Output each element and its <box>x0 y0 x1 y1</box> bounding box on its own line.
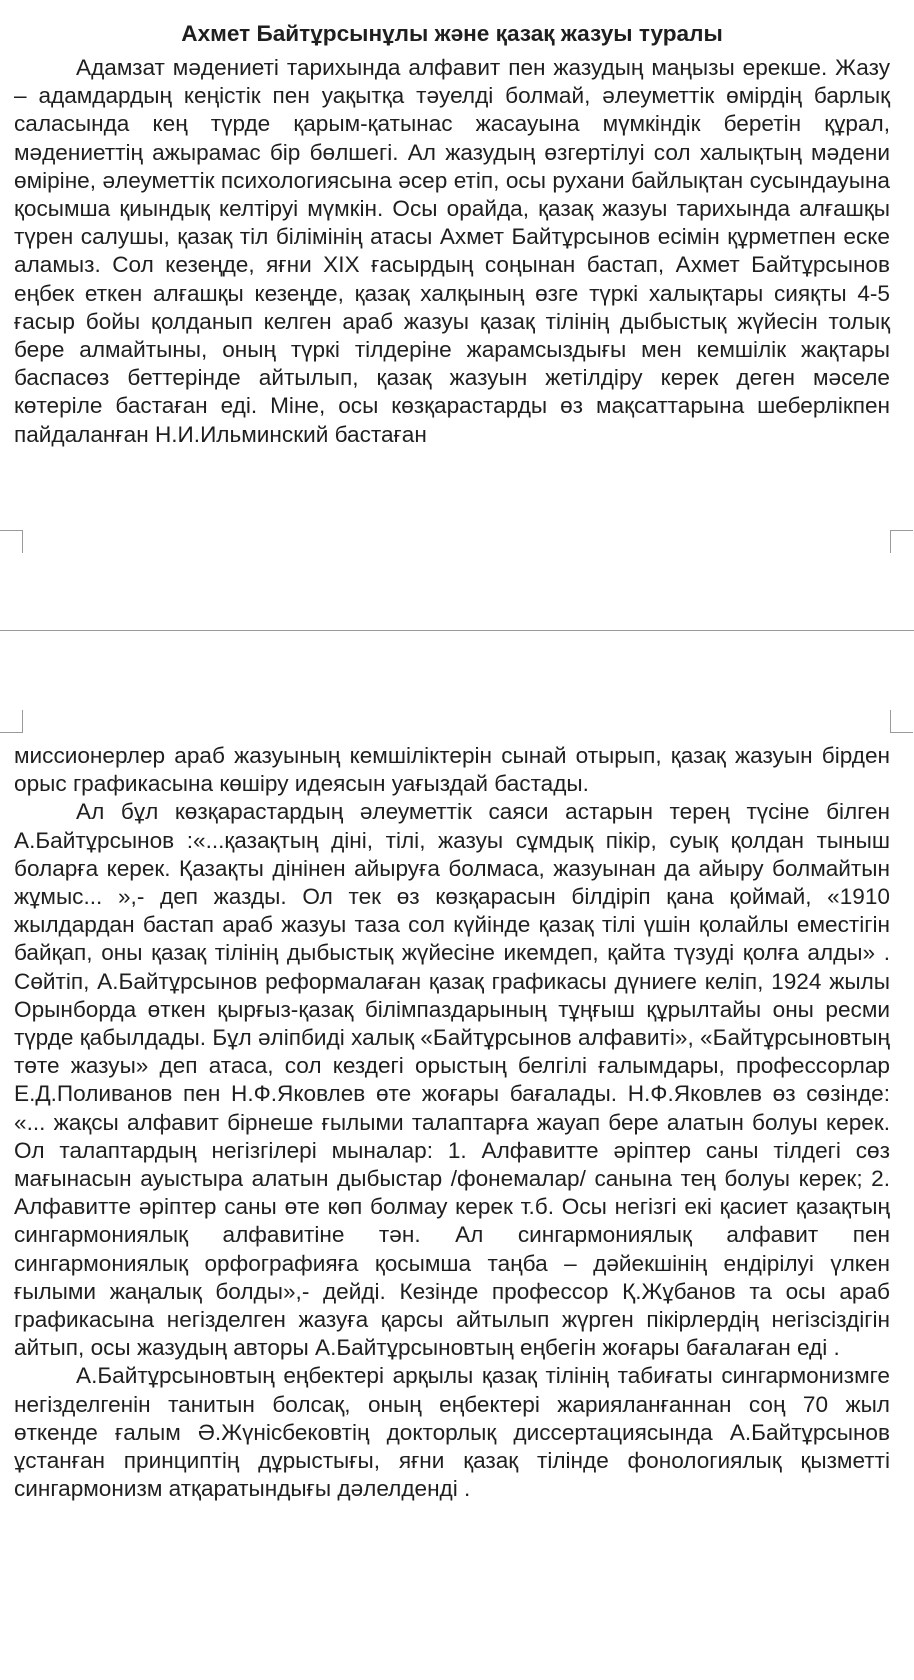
document-page-1 <box>0 0 914 628</box>
page-break-line <box>0 630 914 631</box>
document-title: Ахмет Байтұрсынұлы және қазақ жазуы туралы <box>181 21 723 46</box>
page-corner-marker <box>0 710 23 733</box>
page-1-text <box>14 54 890 449</box>
page-gap <box>0 628 914 694</box>
paragraph: миссионерлер араб жазуының кемшіліктерін сынай отырып, қазақ жазуын бірден орыс графикасына көшіру идеясын уағыздай бастады. <box>14 743 890 797</box>
page-corner-marker <box>890 710 913 733</box>
page-corner-marker <box>890 530 913 553</box>
paragraph: Адамзат мәдениеті тарихында алфавит пен жазудың маңызы ерекше. Жазу – адамдардың кеңістік пен уақытқа тәуелді болмай, әлеуметтік өмірдің барлық саласында кең түрде қарым-қатынас жасауына мүмкіндік беретін құрал, мәдениеттің ажырамас бір бөлшегі. Ал жазудың өзгертілуі сол халықтың мәдени өміріне, әлеуметтік психологиясына әсер етіп, осы рухани байлықтан сусындауына қосымша қиындық келтіруі мүмкін. Осы орайда, қазақ жазуы тарихында алғашқы түрен салушы, қазақ тіл білімінің атасы Ахмет Байтұрсынов есімін құрметпен еске аламыз. Сол кезеңде, яғни ХІХ ғасырдың соңынан бастап, Ахмет Байтұрсынов еңбек еткен алғашқы кезеңде, қазақ халқының өзге түркі халықтары сияқты 4-5 ғасыр бойы қолданып келген араб жазуы қазақ тілінің дыбыстық жүйесін толық бере алмайтыны, оның түркі тілдеріне жарамсыздығы мен кемшілік жақтары баспасөз беттерінде айтылып, қазақ жазуын жетілдіру керек деген мәселе көтеріле бастаған еді. Міне, осы көзқарастарды өз мақсаттарына шеберлікпен пайдаланған Н.И.Ильминский бастаған <box>14 55 890 447</box>
page-corner-marker <box>0 530 23 553</box>
page-2-text <box>14 742 890 1503</box>
paragraph: А.Байтұрсыновтың еңбектері арқылы қазақ тілінің табиғаты сингармонизмге негізделгенін танитын болсақ, оның еңбектері жарияланғаннан соң 70 жыл өткенде ғалым Ә.Жүнісбековтің докторлық диссертациясында А.Байтұрсынов ұстанған принциптің дұрыстығы, яғни қазақ тілінде фонологиялық қызметті сингармонизм атқаратындығы дәлелденді . <box>14 1363 890 1502</box>
paragraph: Ал бұл көзқарастардың әлеуметтік саяси астарын терең түсіне білген А.Байтұрсынов :«...қазақтың діні, тілі, жазуы сұмдық пікір, суық қолдан тыныш боларға керек. Қазақты дінінен айыруға болмаса, жазуынан да айыру болмайтын жұмыс... »,- деп жазды. Ол тек өз көзқарасын білдіріп қана қоймай, «1910 жылдардан бастап араб жазуы таза сол күйінде қазақ тілі үшін қолайлы еместігін байқап, оны қазақ тілінің дыбыстық жүйесіне икемдеп, қайта түзуді қолға алды» . Сөйтіп, А.Байтұрсынов реформалаған қазақ графикасы дүниеге келіп, 1924 жылы Орынборда өткен қырғыз-қазақ білімпаздарының тұңғыш құрылтайы оны ресми түрде қабылдады. Бұл әліпбиді халық «Байтұрсынов алфавиті», «Байтұрсыновтың төте жазуы» деп атаса, сол кездегі орыстың белгілі ғалымдары, профессорлар Е.Д.Поливанов пен Н.Ф.Яковлев өте жоғары бағалады. Н.Ф.Яковлев өз сөзінде: «... жақсы алфавит бірнеше ғылыми талаптарға жауап бере алатын болуы керек. Ол талаптардың негізгілері мыналар: 1. Алфавитте әріптер саны тілдегі сөз мағынасын ауыстыра алатын дыбыстар /фонемалар/ санына тең болуы керек; 2. Алфавитте әріптер саны өте көп болмау керек т.б. Осы негізгі екі қасиет қазақтың сингармониялық алфавитіне тән. Ал сингармониялық алфавит пен сингармониялық орфографияға қосымша таңба – дәйекшінің ендірілуі үлкен ғылыми жаңалық болды»,- дейді. Кезінде профессор Қ.Жұбанов та осы араб графикасына негізделген жазуға қарсы айтылып жүрген пікірлердің негізсіздігін айтып, осы жазудың авторы А.Байтұрсыновтың еңбегін жоғары бағалаған еді . <box>14 799 890 1361</box>
document-page-2 <box>0 698 914 1680</box>
